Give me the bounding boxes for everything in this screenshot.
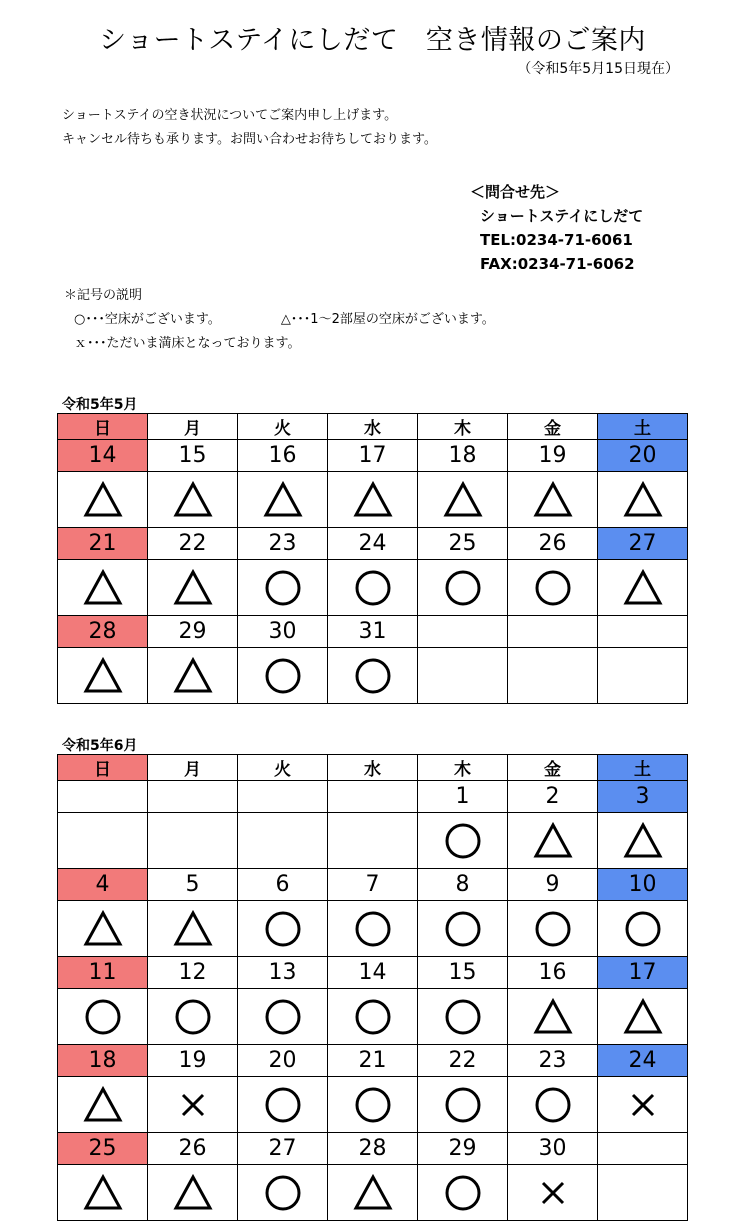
- triangle-icon: [623, 480, 663, 520]
- date-cell: [598, 616, 688, 648]
- triangle-icon: [173, 909, 213, 949]
- availability-cell: [328, 989, 418, 1045]
- triangle-icon: [263, 480, 303, 520]
- calendar-label-june: 令和5年6月: [62, 738, 138, 754]
- date-cell: 8: [418, 869, 508, 901]
- availability-cell: [598, 648, 688, 704]
- circle-icon: [443, 568, 483, 608]
- intro-line: キャンセル待ちも承ります。お問い合わせお待ちしております。: [62, 132, 437, 147]
- circle-icon: [443, 1085, 483, 1125]
- weekday-header: 土: [598, 755, 688, 781]
- calendar-may: [57, 413, 688, 704]
- availability-cell: [58, 1077, 148, 1133]
- triangle-icon: [533, 997, 573, 1037]
- date-cell: 1: [418, 781, 508, 813]
- date-cell: 5: [148, 869, 238, 901]
- availability-cell: [148, 1165, 238, 1221]
- triangle-icon: [623, 568, 663, 608]
- circle-icon: [353, 568, 393, 608]
- legend-triangle: △･･･1～2部屋の空床がございます。: [280, 312, 495, 327]
- circle-icon: [353, 1085, 393, 1125]
- intro-line: ショートステイの空き状況についてご案内申し上げます。: [62, 108, 398, 123]
- weekday-header: 金: [508, 414, 598, 440]
- triangle-icon: [173, 1173, 213, 1213]
- triangle-icon: [83, 909, 123, 949]
- circle-icon: [443, 909, 483, 949]
- page-title: ショートステイにしだて 空き情報のご案内: [99, 25, 646, 56]
- circle-icon: [83, 997, 123, 1037]
- triangle-icon: [623, 997, 663, 1037]
- date-cell: 4: [58, 869, 148, 901]
- circle-icon: [353, 997, 393, 1037]
- date-cell: 7: [328, 869, 418, 901]
- availability-cell: [58, 648, 148, 704]
- date-cell: 20: [238, 1045, 328, 1077]
- circle-icon: [263, 909, 303, 949]
- triangle-icon: [533, 480, 573, 520]
- triangle-icon: [623, 821, 663, 861]
- weekday-header: 金: [508, 755, 598, 781]
- circle-icon: [263, 1085, 303, 1125]
- availability-cell: [418, 1165, 508, 1221]
- cross-icon: [533, 1173, 573, 1213]
- date-cell: 23: [238, 528, 328, 560]
- date-cell: 10: [598, 869, 688, 901]
- weekday-header: 日: [58, 755, 148, 781]
- date-cell: [328, 781, 418, 813]
- availability-cell: [508, 1165, 598, 1221]
- weekday-header: 水: [328, 414, 418, 440]
- weekday-header: 月: [148, 414, 238, 440]
- availability-cell: [58, 989, 148, 1045]
- triangle-icon: [353, 1173, 393, 1213]
- circle-icon: [533, 909, 573, 949]
- date-cell: 26: [148, 1133, 238, 1165]
- date-cell: [508, 616, 598, 648]
- availability-cell: [508, 1077, 598, 1133]
- availability-cell: [238, 472, 328, 528]
- weekday-header: 日: [58, 414, 148, 440]
- circle-icon: [353, 909, 393, 949]
- availability-cell: [598, 1165, 688, 1221]
- date-cell: 29: [418, 1133, 508, 1165]
- legend-circle: ○･･･空床がございます。: [74, 312, 221, 327]
- circle-icon: [443, 821, 483, 861]
- date-cell: 27: [238, 1133, 328, 1165]
- availability-cell: [238, 1077, 328, 1133]
- date-cell: 22: [148, 528, 238, 560]
- date-cell: 17: [598, 957, 688, 989]
- date-cell: 21: [328, 1045, 418, 1077]
- date-cell: 27: [598, 528, 688, 560]
- weekday-header: 木: [418, 414, 508, 440]
- circle-icon: [443, 1173, 483, 1213]
- availability-cell: [418, 813, 508, 869]
- triangle-icon: [443, 480, 483, 520]
- contact-name: ショートステイにしだて: [480, 207, 644, 225]
- circle-icon: [263, 1173, 303, 1213]
- date-cell: 16: [508, 957, 598, 989]
- circle-icon: [263, 568, 303, 608]
- date-cell: 17: [328, 440, 418, 472]
- date-cell: 25: [58, 1133, 148, 1165]
- legend-row: [64, 308, 495, 332]
- availability-cell: [58, 472, 148, 528]
- date-cell: 26: [508, 528, 598, 560]
- cross-icon: [623, 1085, 663, 1125]
- intro-text: [62, 104, 437, 152]
- date-cell: 31: [328, 616, 418, 648]
- date-cell: 9: [508, 869, 598, 901]
- date-cell: 20: [598, 440, 688, 472]
- availability-cell: [238, 813, 328, 869]
- date-cell: 24: [598, 1045, 688, 1077]
- date-cell: 21: [58, 528, 148, 560]
- circle-icon: [443, 997, 483, 1037]
- calendar-june: [57, 754, 688, 1221]
- date-cell: 2: [508, 781, 598, 813]
- availability-cell: [58, 813, 148, 869]
- availability-cell: [508, 813, 598, 869]
- date-cell: 18: [418, 440, 508, 472]
- as-of-date: （令和5年5月15日現在）: [517, 61, 679, 77]
- circle-icon: [263, 656, 303, 696]
- availability-cell: [418, 1077, 508, 1133]
- availability-cell: [238, 560, 328, 616]
- availability-cell: [418, 648, 508, 704]
- availability-cell: [328, 1077, 418, 1133]
- date-cell: [418, 616, 508, 648]
- availability-cell: [238, 648, 328, 704]
- availability-cell: [598, 813, 688, 869]
- availability-cell: [418, 901, 508, 957]
- date-cell: 11: [58, 957, 148, 989]
- date-cell: 14: [328, 957, 418, 989]
- availability-cell: [598, 1077, 688, 1133]
- availability-cell: [148, 472, 238, 528]
- date-cell: 12: [148, 957, 238, 989]
- triangle-icon: [173, 656, 213, 696]
- weekday-header: 水: [328, 755, 418, 781]
- triangle-icon: [353, 480, 393, 520]
- date-cell: 16: [238, 440, 328, 472]
- availability-cell: [238, 989, 328, 1045]
- availability-cell: [328, 1165, 418, 1221]
- triangle-icon: [533, 821, 573, 861]
- availability-cell: [148, 560, 238, 616]
- availability-cell: [148, 648, 238, 704]
- availability-cell: [418, 472, 508, 528]
- availability-cell: [328, 472, 418, 528]
- date-cell: 30: [238, 616, 328, 648]
- availability-cell: [58, 901, 148, 957]
- legend-heading: ＊記号の説明: [64, 288, 143, 303]
- availability-cell: [598, 472, 688, 528]
- date-cell: 18: [58, 1045, 148, 1077]
- calendar-label-may: 令和5年5月: [62, 397, 138, 413]
- date-cell: 23: [508, 1045, 598, 1077]
- date-cell: [148, 781, 238, 813]
- availability-cell: [148, 989, 238, 1045]
- availability-cell: [508, 472, 598, 528]
- availability-cell: [508, 989, 598, 1045]
- date-cell: 3: [598, 781, 688, 813]
- date-cell: 19: [508, 440, 598, 472]
- date-cell: 15: [148, 440, 238, 472]
- circle-icon: [263, 997, 303, 1037]
- date-cell: 25: [418, 528, 508, 560]
- triangle-icon: [83, 480, 123, 520]
- availability-cell: [238, 1165, 328, 1221]
- availability-cell: [148, 813, 238, 869]
- availability-cell: [328, 560, 418, 616]
- contact-heading: ＜問合せ先＞: [470, 183, 561, 201]
- date-cell: 22: [418, 1045, 508, 1077]
- legend: [64, 284, 495, 356]
- triangle-icon: [83, 656, 123, 696]
- circle-icon: [623, 909, 663, 949]
- circle-icon: [533, 1085, 573, 1125]
- date-cell: 19: [148, 1045, 238, 1077]
- availability-cell: [508, 560, 598, 616]
- date-cell: [598, 1133, 688, 1165]
- circle-icon: [353, 656, 393, 696]
- availability-cell: [418, 560, 508, 616]
- contact-block: [470, 180, 643, 276]
- date-cell: 15: [418, 957, 508, 989]
- cross-icon: [173, 1085, 213, 1125]
- date-cell: 13: [238, 957, 328, 989]
- date-cell: 29: [148, 616, 238, 648]
- date-cell: 24: [328, 528, 418, 560]
- availability-cell: [328, 901, 418, 957]
- date-cell: 28: [58, 616, 148, 648]
- contact-fax: FAX:0234-71-6062: [480, 255, 635, 273]
- date-cell: [238, 781, 328, 813]
- availability-cell: [148, 1077, 238, 1133]
- availability-cell: [598, 989, 688, 1045]
- availability-cell: [328, 813, 418, 869]
- date-cell: 28: [328, 1133, 418, 1165]
- availability-cell: [238, 901, 328, 957]
- weekday-header: 木: [418, 755, 508, 781]
- availability-cell: [58, 560, 148, 616]
- triangle-icon: [173, 568, 213, 608]
- triangle-icon: [173, 480, 213, 520]
- availability-cell: [598, 901, 688, 957]
- availability-cell: [58, 1165, 148, 1221]
- triangle-icon: [83, 1173, 123, 1213]
- date-cell: 30: [508, 1133, 598, 1165]
- triangle-icon: [83, 568, 123, 608]
- date-cell: 6: [238, 869, 328, 901]
- availability-cell: [418, 989, 508, 1045]
- date-cell: [58, 781, 148, 813]
- triangle-icon: [83, 1085, 123, 1125]
- weekday-header: 月: [148, 755, 238, 781]
- contact-tel: TEL:0234-71-6061: [480, 231, 633, 249]
- circle-icon: [533, 568, 573, 608]
- availability-cell: [328, 648, 418, 704]
- availability-cell: [598, 560, 688, 616]
- weekday-header: 土: [598, 414, 688, 440]
- availability-cell: [508, 648, 598, 704]
- weekday-header: 火: [238, 414, 328, 440]
- legend-cross: ｘ･･･ただいま満床となっております。: [74, 336, 301, 351]
- date-cell: 14: [58, 440, 148, 472]
- availability-cell: [508, 901, 598, 957]
- weekday-header: 火: [238, 755, 328, 781]
- circle-icon: [173, 997, 213, 1037]
- availability-cell: [148, 901, 238, 957]
